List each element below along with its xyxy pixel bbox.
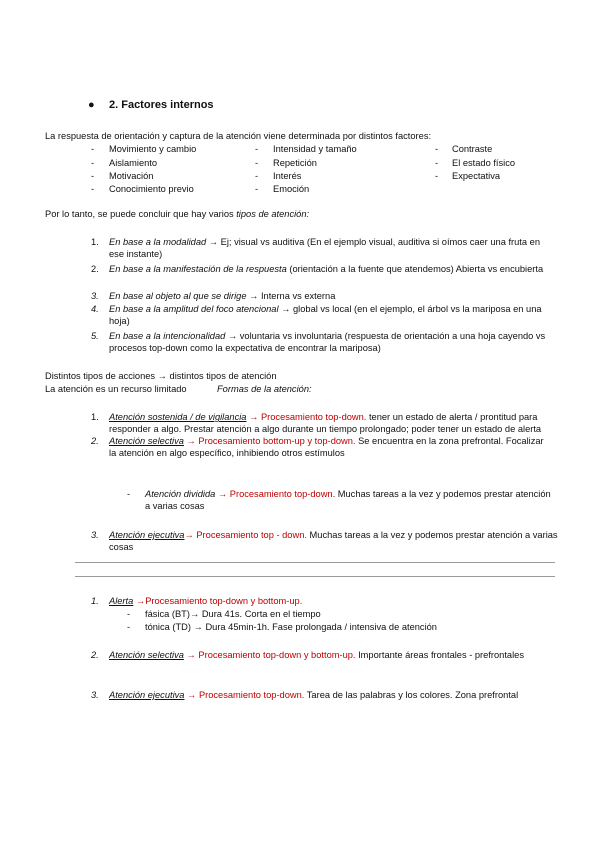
factor-item: Motivación: [109, 171, 154, 181]
list-item: Atención ejecutiva → Procesamiento top-down. Tarea de las palabras y los colores. Zona prefrontal: [109, 690, 519, 700]
list-number: 3.: [91, 530, 99, 540]
sub-item: Atención dividida → Procesamiento top-down. Muchas tareas a la vez y podemos prestar atención a varias cosas: [145, 489, 551, 511]
dash-icon: -: [255, 144, 259, 154]
dash-icon: -: [91, 171, 95, 181]
factor-item: Contraste: [452, 144, 493, 154]
list-number: 1.: [91, 412, 99, 422]
list-item: Atención selectiva → Procesamiento bottom-up y top-down. Se encuentra en la zona prefrontal. Focalizar la atención en algo específico, inhibiendo otros estímulos: [109, 436, 544, 458]
list-number: 2.: [91, 264, 99, 274]
sub-item: tónica (TD) → Dura 45min-1h. Fase prolongada / intensiva de atención: [145, 622, 437, 632]
factor-item: Aislamiento: [109, 158, 158, 168]
dash-icon: -: [255, 171, 259, 181]
factor-item: Interés: [273, 171, 302, 181]
sub-item: fásica (BT)→ Dura 41s. Corta en el tiempo: [145, 609, 321, 619]
bullet-icon: ●: [88, 99, 95, 111]
divider: [75, 562, 555, 563]
conclusion-text: Por lo tanto, se puede concluir que hay varios tipos de atención:: [45, 209, 310, 219]
list-item: En base a la intencionalidad → voluntaria vs involuntaria (respuesta de orientación a una hoja cayendo vs procesos top-down como la expectativa de encontrar la mariposa): [109, 331, 546, 353]
list-item: Atención sostenida / de vigilancia → Procesamiento top-down. tener un estado de alerta / prontitud para responder a algo. Prestar atención a algo durante un tiempo prolongado; poder tener un estado de alerta: [109, 412, 542, 434]
dash-icon: -: [435, 158, 439, 168]
list-number: 2.: [91, 436, 99, 446]
list-number: 3.: [91, 690, 99, 700]
list-number: 1.: [91, 237, 99, 247]
formas-label: Formas de la atención:: [217, 384, 312, 394]
factor-item: Repetición: [273, 158, 317, 168]
factor-item: Emoción: [273, 184, 310, 194]
factor-item: Intensidad y tamaño: [273, 144, 357, 154]
list-item: En base a la modalidad → Ej; visual vs auditiva (En el ejemplo visual, auditiva si oímos caer una fruta en ese instante): [109, 237, 540, 259]
list-number: 4.: [91, 304, 99, 314]
list-item: Atención selectiva → Procesamiento top-down y bottom-up. Importante áreas frontales - prefrontales: [109, 650, 524, 660]
list-number: 5.: [91, 331, 99, 341]
list-item: Alerta →Procesamiento top-down y bottom-up.: [109, 596, 303, 606]
dash-icon: -: [91, 144, 95, 154]
list-number: 1.: [91, 596, 99, 606]
dash-icon: -: [91, 158, 95, 168]
divider: [75, 576, 555, 577]
dash-icon: -: [435, 171, 439, 181]
recurso-line: La atención es un recurso limitado: [45, 384, 187, 394]
factor-item: Movimiento y cambio: [109, 144, 197, 154]
factor-item: Conocimiento previo: [109, 184, 194, 194]
dash-icon: -: [127, 489, 131, 499]
factor-item: Expectativa: [452, 171, 501, 181]
section-title: 2. Factores internos: [109, 99, 214, 111]
factor-item: El estado físico: [452, 158, 516, 168]
dash-icon: -: [91, 184, 95, 194]
dash-icon: -: [255, 158, 259, 168]
dash-icon: -: [127, 609, 131, 619]
dash-icon: -: [255, 184, 259, 194]
list-item: En base al objeto al que se dirige → Interna vs externa: [109, 291, 336, 301]
list-number: 3.: [91, 291, 99, 301]
list-item: En base a la manifestación de la respuesta (orientación a la fuente que atendemos) Abierta vs encubierta: [109, 264, 544, 274]
dash-icon: -: [435, 144, 439, 154]
dash-icon: -: [127, 622, 131, 632]
acciones-line: Distintos tipos de acciones → distintos tipos de atención: [45, 371, 277, 381]
list-item: Atención ejecutiva→ Procesamiento top - down. Muchas tareas a la vez y podemos prestar atención a varias cosas: [109, 530, 558, 552]
intro-text: La respuesta de orientación y captura de la atención viene determinada por distintos factores:: [45, 131, 432, 141]
list-number: 2.: [91, 650, 99, 660]
list-item: En base a la amplitud del foco atencional → global vs local (en el ejemplo, el árbol vs la mariposa en una hoja): [109, 304, 542, 326]
